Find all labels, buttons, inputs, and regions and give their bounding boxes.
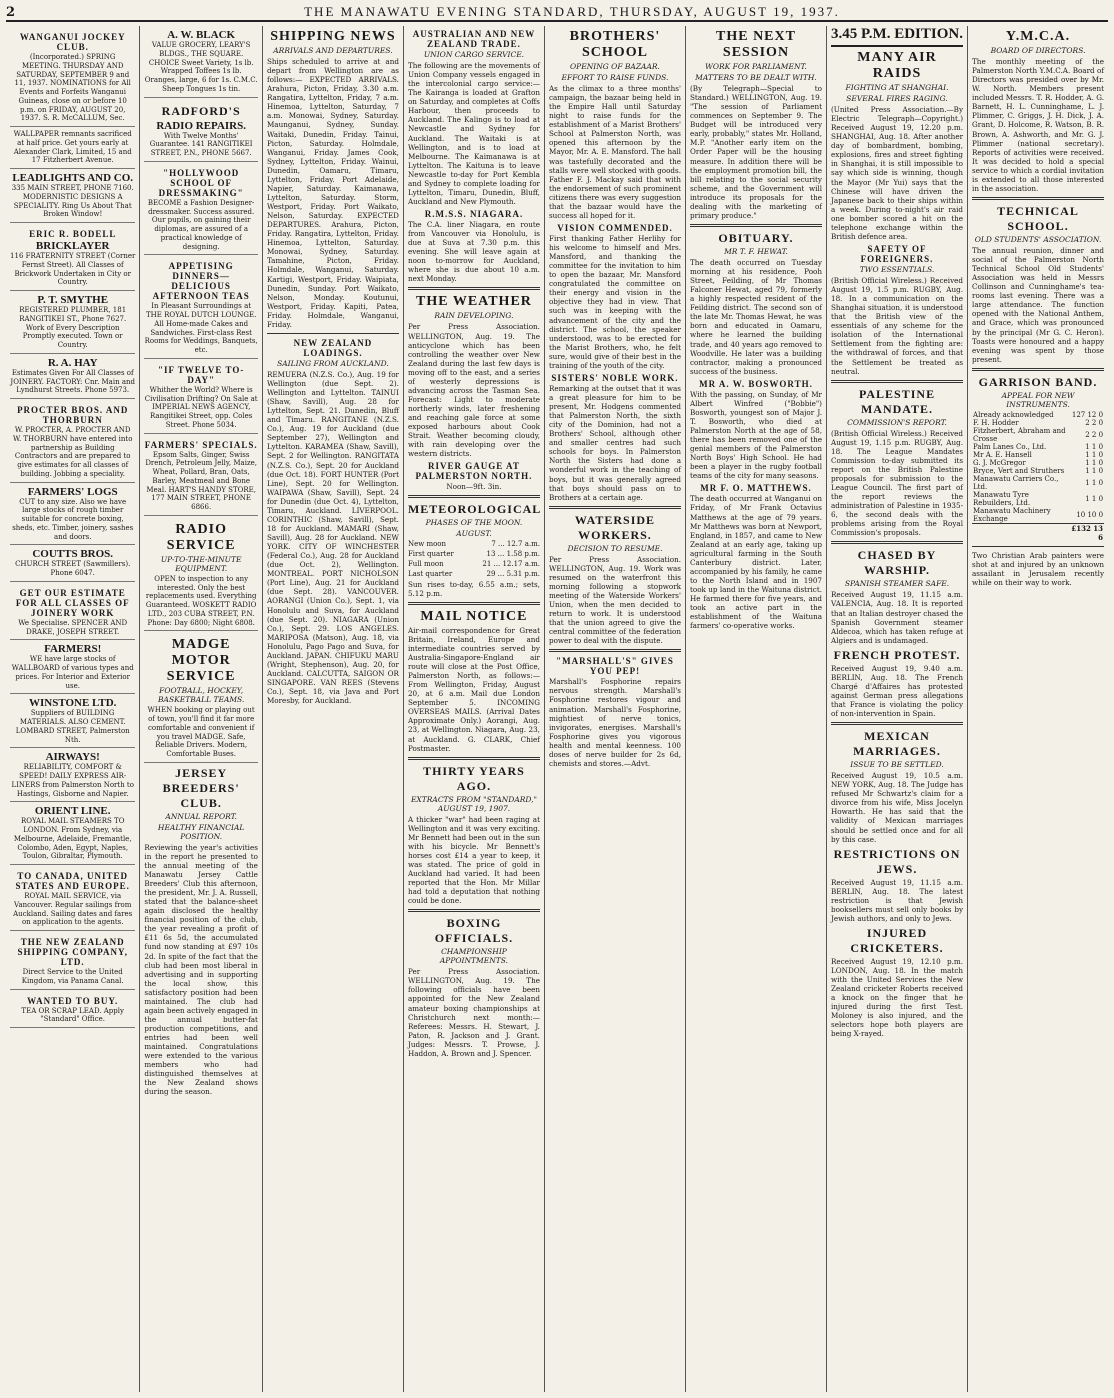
table-row: Mr A. E. Hansell 1 1 0	[973, 450, 1104, 459]
column-1	[6, 26, 140, 1392]
article-heading: TECHNICAL SCHOOL.	[997, 203, 1079, 233]
article-sub: PHASES OF THE MOON.	[425, 518, 523, 528]
ad-text: Epsom Salts, Ginger, Swiss Drench, Petroleum Jelly, Maize, Wheat, Pollard, Bran, Oats, Barley, Meatmeal and Bone Meal. HART'S HANDY STORE, 177 MAIN STREET, PHONE 6866.	[145, 450, 258, 511]
divider	[408, 495, 540, 498]
article-heading: RESTRICTIONS ON JEWS.	[833, 846, 961, 876]
divider	[831, 380, 963, 383]
article-body: The monthly meeting of the Palmerston North Y.M.C.A. Board of Directors was presided over by Mr. W. North. Members present included Messrs. T. R. Hodder, A. G. Barnett, H. L. Cunninghame, L. J. Plimmer, C. Griggs, J. H. Dick, J. A. Grant, D. Holcome, R. Watson, B. R. Brown, A. Ashworth, and Mr. G. J. Plimmer (national secretary). Reports of activities were received. It was decided to hold a special service to which a cordial invitation is extended to all those interested in the association.	[972, 57, 1105, 193]
ad-winstone	[10, 694, 135, 748]
column-4	[404, 26, 545, 1392]
article-french	[831, 648, 963, 718]
ad-heading: LEADLIGHTS AND CO.	[12, 172, 134, 184]
ad-canada	[10, 865, 135, 931]
article-sub: OPENING OF BAZAAR.	[570, 62, 660, 71]
article-brothers-school	[549, 29, 681, 220]
ad-text: (Incorporated.) SPRING MEETING. THURSDAY AND SATURDAY, SEPTEMBER 9 and 11, 1937. NOMINATIONS for All Events and Forfeits Wanganui Guineas, close on or before 10 p.m. on FRIDAY, AUGUST 20, 1937. S. R. McCALLUM, Sec.	[14, 53, 131, 123]
article-sub: EXTRACTS FROM "STANDARD," AUGUST 19, 1907.	[410, 794, 537, 813]
article-sub2: MATTERS TO BE DEALT WITH.	[695, 73, 817, 82]
article-niagara	[408, 209, 540, 283]
moon-phase-row: Full moon 21 ... 12.17 a.m.	[407, 560, 540, 569]
columns	[6, 26, 1108, 1392]
article-body: The following are the movements of Union Company vessels engaged in the intercolonial cargo service:— The Kairanga is loaded at Grafton on Saturday, and completes at Coffs Harbour, then proceeds to Auckland. The Kalingo is to load at Newcastle and Sydney for Auckland. The Waitaki is at Wellington, and is to load at Melbourne. The Kaimanawa is at Lyttelton. The Kaituna is to leave Newcastle to-day for Port Kembla and Sydney to complete loading for Lyttelton, Timaru, Dunedin, Bluff, Auckland and New Plymouth.	[407, 61, 540, 206]
ad-procter	[10, 399, 135, 483]
ad-text: CHURCH STREET (Sawmillers). Phone 6047.	[15, 560, 131, 577]
ad-sub: FOOTBALL, HOCKEY, BASKETBALL TEAMS.	[158, 686, 245, 705]
article-heading: MEXICAN MARRIAGES.	[853, 729, 941, 759]
divider	[972, 368, 1104, 371]
article-body: (British Official Wireless.) Received August 19, 1.15 p.m. RUGBY, Aug. 18. The League Mandates Commission to-day submitted its report on the British Palestine proposals for submission to the League Council. The first part of the report reviews the administration of Palestine in 1935-6, the second deals with the problems arising from the Royal Commission's proposals.	[831, 428, 964, 538]
article-sub: WORK FOR PARLIAMENT.	[705, 62, 807, 71]
ad-text: BECOME a Fashion Designer-dressmaker. Success assured. Our pupils, on gaining their diplomas, are assured of a practical knowledge of designing.	[147, 198, 255, 251]
ad-marshall	[549, 656, 681, 768]
column-2	[140, 26, 263, 1392]
ad-jockey-club	[10, 26, 135, 127]
article-sub2: HEALTHY FINANCIAL POSITION.	[157, 822, 245, 841]
ad-heading: R. A. HAY	[47, 356, 98, 369]
ad-sub: UP-TO-THE-MINUTE EQUIPMENT.	[160, 554, 242, 573]
article-body: The C.A. liner Niagara, en route from Vancouver via Honolulu, is due at Suva at 7.30 p.m. this evening. She will leave again at noon to-morrow for Auckland, where she is due about 10 a.m. next Monday.	[407, 220, 540, 284]
ad-heading: ERIC R. BODELL	[29, 229, 117, 239]
article-body: Per Press Association. WELLINGTON, Aug. 19. The following officials have been appointed for the New Zealand amateur boxing championships at Christchurch next month:— Referees: Messrs. H. Stewart, J. Paton, R. Jackson and J. Grant. Judges: Messrs. T. Prowse, J. Haddon, A. Brown and J. Spencer.	[407, 967, 540, 1058]
ad-text: WHEN booking or playing out of town, you'll find it far more comfortable and convenient if you travel MADGE. Safe, Reliable Drivers. Modern, Comfortable Buses.	[147, 706, 255, 758]
moon-phase-row: First quarter 13 ... 1.58 p.m.	[407, 550, 540, 559]
article-obituary-hewat	[690, 231, 822, 376]
article-sub: UNION CARGO SERVICE.	[423, 50, 525, 59]
article-heading: JERSEY BREEDERS' CLUB.	[162, 765, 240, 810]
article-body: Two Christian Arab painters were shot at and injured by an unknown assailant in Jerusalem recently while on their way to work.	[972, 550, 1105, 587]
article-mail-notice	[408, 609, 540, 753]
column-6	[686, 26, 827, 1392]
column-5	[545, 26, 686, 1392]
edition-banner: 3.45 P.M. EDITION.	[831, 26, 963, 47]
article-vision	[549, 223, 681, 370]
ad-farmers	[10, 640, 135, 694]
article-sub: COMMISSION'S REPORT.	[847, 417, 947, 427]
ad-bricklayer	[10, 223, 135, 291]
table-row: Fitzherbert, Abraham and Crosse 2 2 0	[973, 426, 1104, 443]
article-body: As the climax to a three months' campaign, the bazaar being held in the Empire Hall until Saturday night to raise funds for the establishment of a Marist Brothers' School at Palmerston North, was opened this afternoon by the Mayor, Mr. A. E. Mansford. The hall was tastefully decorated and the stalls were well stocked with goods. Father F. J. Mackay said that with the endorsement of such prominent citizens there was every suggestion that the bazaar would have the success all hoped for it.	[548, 84, 681, 220]
article-chased	[831, 548, 963, 644]
article-heading: "MARSHALL'S" GIVES YOU PEP!	[556, 656, 674, 677]
table-row: Manawatu Tyre Rebuilders, Ltd. 1 1 0	[973, 490, 1104, 507]
article-sub: ANNUAL REPORT.	[165, 811, 237, 821]
article-safety	[831, 244, 963, 376]
article-body: Received August 19, 11.15 a.m. VALENCIA, Aug. 18. It is reported that an Italian destroyer chased the Spanish Government steamer Aldecoa, which has taken refuge at Algiers and is undamaged.	[831, 590, 964, 645]
moon-month: AUGUST.	[456, 529, 492, 539]
article-body: Air-mail correspondence for Great Britain, Ireland, Europe and intermediate countries served by Australia-Singapore-England air route will close at the Post Office, Palmerston North, as follows:— From Wellington, Friday, August 20, at 6 a.m. Mail due London September 5. INCOMING OVERSEAS MAILS. (Arrival Dates Approximate Only.) Aorangi, Aug. 23, at Wellington. Niagara, Aug. 23, at Auckland. G. CLARK, Chief Postmaster.	[407, 625, 540, 753]
article-body: With the passing, on Sunday, of Mr Albert Winfred ("Bobbie") Bosworth, youngest son of Major J. T. Bosworth, who died at Palmerston North at the age of 58, there has been removed one of the genial members of the Palmerston North Boys' High School. He had been a player in the rugby football teams of the city for many seasons.	[689, 389, 822, 481]
article-thirty-years	[408, 764, 540, 906]
article-heading: AUSTRALIAN AND NEW ZEALAND TRADE.	[412, 29, 536, 49]
article-heading: CHASED BY WARSHIP.	[857, 548, 937, 578]
ad-text: W. PROCTER, A. PROCTER AND W. THORBURN have entered into partnership as Building Contractors and are prepared to give estimates for all classes of building. Jobbing a speciality.	[12, 426, 133, 478]
article-body: A thicker "war" had been raging at Wellington and it was very exciting. Mr Bennett had been out in the sun with his bicycle. Mr Bennett's horses cost £14 a year to keep, it was stated. The price of gold in Auckland had varied. It had been reported that the Hon. Mr Millar had told a deputation that nothing could be done.	[407, 814, 540, 906]
ad-heading: FARMERS' SPECIALS.	[144, 439, 258, 450]
ad-heading: WANTED TO BUY.	[27, 995, 119, 1006]
article-technical-school	[972, 204, 1104, 364]
article-sisters	[549, 373, 681, 502]
divider	[549, 506, 681, 509]
article-body: (British Official Wireless.) Received August 19, 1.5 p.m. RUGBY, Aug. 18. In a communication on the Shanghai situation, it is understood that the British view of the essentials of any scheme for the isolation of the International Settlement from the fighting are: the withdrawal of forces, and that the Settlement be treated as neutral.	[831, 275, 964, 376]
column-8	[968, 26, 1108, 1392]
divider	[267, 333, 399, 334]
ad-radford	[144, 98, 258, 162]
article-union	[408, 29, 540, 206]
ad-news-agency	[144, 359, 258, 434]
article-heading: VISION COMMENDED.	[557, 222, 673, 233]
article-heading: PALESTINE MANDATE.	[858, 386, 936, 416]
article-heading: OBITUARY.	[718, 230, 794, 245]
ad-heading: GET OUR ESTIMATE FOR ALL CLASSES OF JOINERY WORK	[15, 587, 130, 618]
ad-text: VALUE GROCERY, LEARY'S BLDGS., THE SQUARE. CHOICE Sweet Variety, 1s lb. Wrapped Toffees 1s lb. Oranges, large, 6 for 1s. C.M.C. Sheep Tongues 1s tin.	[144, 41, 258, 93]
article-heading: MANY AIR RAIDS	[857, 50, 937, 81]
article-body: The death occurred on Tuesday morning at his residence, Pooh Street, Feilding, of Mr Thomas Falconer Hewat, aged 79, formerly a highly respected resident of the Feilding district. The second son of the late Mr. Thomas Hewat, he was born and educated in Oamaru, where he learned the building trade, and 40 years ago removed to Woodville. He later was a building contractor, making a pronounced success of the business.	[689, 257, 822, 376]
ad-wanted	[10, 990, 135, 1029]
ad-text: Whither the World? Where is Civilisation Drifting? On Sale at IMPERIAL NEWS AGENCY, Rangitikei Street, opp. Coles Street. Phone 5034.	[144, 385, 258, 429]
ad-plumber	[10, 291, 135, 354]
ad-heading: RADFORD'S	[161, 103, 241, 118]
article-palestine	[831, 387, 963, 538]
article-sub: CHAMPIONSHIP APPOINTMENTS.	[439, 947, 509, 966]
article-body: First thanking Father Herlihy for his welcome to himself and Mrs. Mansford, and thanking the committee for the invitation to him to open the bazaar, Mr. Mansford congratulated the committee on their energy and vision in the objective they had in view. That such was in keeping with the advancement of the city and the district. The school, the speaker understood, was to be erected for the Marist Brothers, who, he felt sure, would give of their best in the training of the youth of the city.	[548, 233, 681, 370]
article-heading: MR A. W. BOSWORTH.	[699, 378, 813, 389]
divider	[831, 722, 963, 725]
article-jews	[831, 847, 963, 923]
article-river-gauge	[408, 461, 540, 491]
article-heading: FRENCH PROTEST.	[833, 647, 961, 662]
article-body: Reviewing the year's activities in the report he presented to the annual meeting of the Manawatu Jersey Cattle Breeders' Club this afternoon, the president, Mr. J. A. Russell, stated that the balance-sheet again disclosed the healthy financial position of the club, the year revealing a profit of £11 6s 5d, the accumulated fund now standing at £97 10s 2d. In spite of the fact that the club had been most liberal in advertising and in supporting the local show, this satisfactory position had been maintained. The club had again been actively engaged in the annual butter-fat production competitions, and entries had been well maintained. Congratulations were extended to the various members who had distinguished themselves at the New Zealand shows during the season.	[144, 842, 258, 1097]
article-body: Per Press Association. WELLINGTON, Aug. 19. Work was resumed on the waterfront this morning following a stopwork meeting of the Waterside Workers' Union, when the men decided to return to work. It is understood that the union agreed to give the central committee of the federation power to deal with the dispute.	[548, 554, 681, 646]
article-heading: THIRTY YEARS AGO.	[423, 763, 525, 793]
ad-heading: FARMERS!	[44, 643, 102, 656]
ad-nz-shipping	[10, 931, 135, 990]
ad-text: TEA OR SCRAP LEAD. Apply "Standard" Office.	[21, 1006, 124, 1024]
article-body: Noon—9ft. 3in.	[446, 482, 502, 492]
article-boxing	[408, 916, 540, 1058]
article-heading: MR F. O. MATTHEWS.	[700, 483, 812, 494]
ad-heading: ORIENT LINE.	[34, 805, 111, 818]
divider	[972, 197, 1104, 200]
article-cricketers	[831, 926, 963, 1039]
table-total-row: £132 13 6	[972, 523, 1104, 542]
article-sub2: EFFORT TO RAISE FUNDS.	[561, 73, 669, 82]
ad-text: In Pleasant Surroundings at THE ROYAL DUTCH LOUNGE. All Home-made Cakes and Sandwiches. First-class Rest Rooms for Weddings, Banquets, etc.	[144, 302, 258, 354]
article-sub: DECISION TO RESUME.	[567, 543, 663, 553]
article-sub: RAIN DEVELOPING.	[434, 311, 514, 321]
divider	[408, 909, 540, 912]
article-body: Ships scheduled to arrive at and depart from Wellington are as follows:— EXPECTED ARRIVALS. Arahura, Picton, Friday, 3.30 a.m. Rangatira, Lyttelton, Friday, 7 a.m. Hinemoa, Lyttelton, Saturday, 7 a.m. Monowai, Sydney, Saturday. Maunganui, Sydney, Sunday. Waitaki, Dunedin, Friday. Tainui, Picton, Saturday. Holmdale, Wanganui, Friday. James Cook, Sydney, Lyttelton, Friday. Wainui, Dunedin, Oamaru, Timaru, Lyttelton, Friday. Port Adelaide, Napier, Saturday. Kaimanawa, Lyttelton, Saturday. Storm, Westport, Friday. Port Waikato, Nelson, Saturday. EXPECTED DEPARTURES. Arahura, Picton, Friday. Rangatira, Lyttelton, Friday. Hinemoa, Lyttelton, Saturday. Monowai, Sydney, Saturday. Tamahine, Picton, Friday. Holmdale, Wanganui, Saturday. Kartigi, Westport, Friday. Waipiata, Dunedin, Sunday. Port Waikato, Nelson, Monday. Koutunui, Westport, Friday. Kapiti, Patea, Friday. Holmdale, Wanganui, Friday.	[266, 57, 399, 329]
ad-text: ROYAL MAIL STEAMERS TO LONDON. From Sydney, via Melbourne, Adelaide, Fremantle, Colombo, Aden, Egypt, Naples, Toulon, Gibraltar, Plymouth.	[13, 817, 132, 861]
article-jersey	[144, 766, 258, 1097]
article-sub2: SEVERAL FIRES RAGING.	[846, 94, 948, 103]
ad-text: With Twelve Months' Guarantee. 141 RANGITIKEI STREET, P.N., PHONE 5667.	[149, 131, 253, 157]
masthead	[6, 4, 1108, 22]
article-body: Received August 19, 11.15 a.m. BERLIN, Aug. 18. The latest restriction is that Jewish booksellers must sell only books by Jewish authors, and only to Jews.	[831, 877, 964, 923]
ad-dressmaking	[144, 162, 258, 256]
article-sub: SPANISH STEAMER SAFE.	[844, 579, 950, 589]
ad-heading: P. T. SMYTHE	[37, 294, 109, 306]
ad-farmers-logs	[10, 483, 135, 546]
article-heading: GARRISON BAND.	[978, 374, 1098, 389]
page-number: 2	[6, 5, 16, 20]
ad-heading: APPETISING DINNERS—DELICIOUS AFTERNOON TEAS	[152, 261, 250, 302]
ad-joinery-hay	[10, 354, 135, 399]
ad-airways	[10, 748, 135, 802]
divider	[690, 224, 822, 227]
article-heading: NEW ZEALAND LOADINGS.	[293, 337, 373, 358]
ad-wallpaper	[10, 127, 135, 169]
article-shipping	[267, 29, 399, 329]
ad-text: Suppliers of BUILDING MATERIALS. ALSO CEMENT. LOMBARD STREET, Palmerston Nth.	[15, 709, 130, 744]
article-sub: BOARD OF DIRECTORS.	[990, 46, 1086, 55]
article-sub: MR T. F. HEWAT.	[724, 246, 788, 256]
table-row: Already acknowledged 127 12 0	[973, 410, 1104, 419]
table-row: Manawatu Carriers Co., Ltd. 1 1 0	[973, 474, 1104, 491]
ad-text: 335 MAIN STREET, PHONE 7160. MODERNISTIC DESIGNS A SPECIALITY. Ring Us About That Broken Window!	[11, 184, 134, 219]
ad-text: ROYAL MAIL SERVICE, via Vancouver. Regular sailings from Auckland. Sailing dates and fares on application to the agents.	[13, 892, 133, 927]
article-body: (By Telegraph—Special to Standard.) WELLINGTON, Aug. 19. "The session of Parliament commences on September 9. The Budget will be introduced very early, probably," states Mr. Holland, M.P. "Another early item on the Order Paper will be the housing measure. In addition there will be the employment promotion bill, the bill relating to the social security scheme, and the Government will introduce its proposals for the dealing with the marketing of primary produce."	[689, 84, 822, 220]
article-heading: WATERSIDE WORKERS.	[574, 512, 656, 542]
column-3	[263, 26, 404, 1392]
article-sub: ARRIVALS AND DEPARTURES.	[273, 46, 393, 55]
article-body: The death occurred at Wanganui on Friday, of Mr Frank Octavius Matthews at the age of 79 years. Mr Matthews was born at Newport, England, in 1857, and came to New Zealand at an early age, taking up agricultural farming in the South Canterbury district. Later, accompanied by his family, he came to the North Island and in 1907 took up land in the Waituna district. He farmed there for five years, and took an active part in the establishment of the Waituna farmers' co-operative works.	[689, 494, 822, 631]
article-next-session	[690, 29, 822, 220]
ad-coutts	[10, 545, 135, 582]
moon-phases	[408, 540, 540, 579]
article-air-raids	[831, 50, 963, 241]
ad-text: WALLPAPER remnants sacrificed at half price. Get yours early at Alexander Clark, Limited, 15 and 17 Fitzherbert Avenue.	[13, 130, 132, 165]
divider	[972, 546, 1104, 547]
ad-madge-motor	[144, 631, 258, 763]
article-sub: SAILING FROM AUCKLAND.	[277, 358, 389, 368]
table-row: G. J. McGregor 1 1 0	[973, 458, 1104, 467]
ad-heading: "HOLLYWOOD SCHOOL OF DRESSMAKING"	[158, 167, 244, 198]
article-heading: R.M.S.S. NIAGARA.	[424, 209, 524, 219]
article-body: (United Press Association.—By Electric Telegraph—Copyright.) Received August 19, 12.20 p.m. SHANGHAI, Aug. 18. After another day of bombardment, bombing, explosions, fires and street fighting in Shanghai, it is still impossible to say which side is winning, though the Mayor (Mr Yui) says that the Chinese will have driven the Japanese back to their ships within a week. During to-night's air raid one bomber scored a hit on the telephone exchange within the British defence area.	[831, 105, 964, 241]
ad-big: BRICKLAYER	[35, 240, 110, 252]
article-heading: THE NEXT SESSION	[716, 29, 796, 60]
ad-heading: THE NEW ZEALAND SHIPPING COMPANY, LTD.	[17, 937, 128, 967]
ad-text: REGISTERED PLUMBER, 181 RANGITIKEI ST., Phone 7627. Work of Every Description Promptly executed. Town or Country.	[19, 306, 127, 349]
article-heading: INJURED CRICKETERS.	[850, 925, 944, 955]
article-body: Marshall's Fosphorine repairs nervous strength. Marshall's Fosphorine restores vigour and animation. Marshall's Fosphorine, mightiest of nerve tonics, invigorates, energises. Marshall's Fosphorine gives you vigorous health and mental keenness. 100 doses of nerve builder for 2s 6d, chemists and stores.—Advt.	[548, 677, 681, 768]
ad-heading: A. W. BLACK	[167, 29, 236, 41]
article-waterside	[549, 513, 681, 646]
article-heading: SHIPPING NEWS	[270, 29, 396, 44]
table-row: F. H. Hodder 2 2 0	[973, 418, 1104, 427]
ad-text: RELIABILITY, COMFORT & SPEED! DAILY EXPRESS AIR-LINERS from Palmerston North to Hastings, Gisborne and Napier.	[11, 763, 134, 798]
article-sub: APPEAL FOR NEW INSTRUMENTS.	[1001, 390, 1075, 409]
ad-farmers-specials	[144, 434, 258, 516]
divider	[408, 602, 540, 605]
divider	[408, 287, 540, 290]
article-ymca	[972, 29, 1104, 193]
ad-text: CUT to any size. Also we have large stocks of rough timber suitable for concrete boxing, sheds, etc. Timber, joinery, sashes and doors.	[12, 497, 134, 541]
article-body: The annual reunion, dinner and social of the Palmerston North Technical School Old Students' Association was held in Messrs Collinson and Cunninghame's tea-rooms last evening. There was a large attendance. The function opened with the National Anthem, and Grace, which was pronounced by the principal (Mr G. C. Heron). Toasts were honoured and a happy evening was spent by those present.	[972, 245, 1105, 364]
article-heading: METEOROLOGICAL	[407, 502, 542, 517]
ad-heading: COUTTS BROS.	[32, 548, 114, 561]
divider	[408, 757, 540, 760]
ad-text: WE have large stocks of WALLBOARD of various types and prices. For Interior and Exterior use.	[11, 655, 134, 690]
ad-grocery	[144, 26, 258, 98]
article-sub: OLD STUDENTS' ASSOCIATION.	[974, 234, 1102, 244]
article-weather	[408, 294, 540, 458]
article-mexican	[831, 729, 963, 844]
ad-big: RADIO REPAIRS.	[156, 119, 246, 132]
ad-heading: AIRWAYS!	[45, 751, 100, 764]
article-heading: THE WEATHER	[416, 294, 532, 310]
table-row: Bryce, Vert and Struthers 1 1 0	[973, 466, 1104, 475]
table-row: Manawatu Machinery Exchange 10 10 0	[973, 506, 1104, 523]
article-heading: SISTERS' NOBLE WORK.	[551, 372, 679, 383]
article-sub: FIGHTING AT SHANGHAI.	[845, 83, 949, 92]
ad-heading: MADGE MOTOR SERVICE	[166, 637, 236, 685]
article-heading: BROTHERS' SCHOOL	[569, 29, 661, 60]
article-loadings	[267, 338, 399, 705]
ad-heading: FARMERS' LOGS	[27, 485, 118, 498]
ad-text: Estimates Given For All Classes of JOINERY. FACTORY: Cnr. Main and Lyndhurst Streets. Phone 5973.	[10, 368, 135, 395]
ad-text: Direct Service to the United Kingdom, via Panama Canal.	[21, 968, 124, 985]
article-sub: ISSUE TO BE SETTLED.	[850, 760, 944, 770]
ad-text: 116 FRATERNITY STREET (Corner Fernst Street). All Classes of Brickwork Undertaken in City or Country.	[10, 252, 136, 287]
ad-joinery-estimate	[10, 582, 135, 641]
article-garrison-band	[972, 375, 1104, 587]
table-row: Palm Lanes Co., Ltd. 1 1 0	[973, 442, 1104, 451]
subscription-table	[972, 411, 1104, 542]
article-heading: SAFETY OF FOREIGNERS.	[860, 243, 934, 264]
ad-orient-line	[10, 802, 135, 865]
article-body: Received August 19, 10.5 a.m. NEW YORK, Aug. 18. The Judge has refused Mr Schwartz's claim for a divorce from his wife, Miss Jocelyn Howarth. He has said that the validity of Mexican marriages should be settled once and for all by this case.	[831, 771, 964, 844]
ad-heading: "IF TWELVE TO-DAY"	[157, 364, 245, 385]
ad-heading: TO CANADA, UNITED STATES AND EUROPE.	[15, 871, 130, 891]
article-heading: RIVER GAUGE AT PALMERSTON NORTH.	[415, 461, 533, 482]
article-body: Received August 19, 9.40 a.m. BERLIN, Aug. 18. The French Chargé d'Affaires has protested against German press allegations that France is violating the policy of non-intervention in Spain.	[831, 663, 964, 719]
sun-times: Sun rises to-day, 6.55 a.m.; sets, 5.12 p.m.	[407, 579, 540, 598]
article-obituary-bosworth	[690, 379, 822, 481]
article-heading: BOXING OFFICIALS.	[434, 916, 514, 946]
article-obituary-matthews	[690, 483, 822, 630]
article-body: REMUERA (N.Z.S. Co.), Aug. 19 for Wellington (due Sept. 2). Wellington and Lyttelton. TAINUI (Shaw, Savill), Aug. 28 for Lyttelton, Sept. 21. Dunedin, Bluff and Timaru. RANGITANE (N.Z.S. Co.), Aug. 19 for Auckland (due September 27), Wellington and Lyttelton. KARAMEA (Shaw, Savill), Sept. 2 for Wellington. RANGITATA (N.Z.S. Co.), Sept. 20 for Auckland (due Oct. 18). FORT HUNTER (Port Line), Sept. 20 for Wellington. WAIPAWA (Shaw, Savill), Sept. 24 for Dunedin (due Oct. 4), Lyttelton, Timaru, Auckland. LIVERPOOL. CORINTHIC (Shaw, Savill), Sept. 18 for Auckland. MAMARI (Shaw, Savill), Aug. 28 for Auckland. NEW YORK. CITY OF WINCHESTER (Federal Co.), Aug. 28 for Auckland (due Oct. 2), Wellington. MONTREAL. PORT NICHOLSON (Port Line), Aug. 21 for Auckland (due Sept. 28). VANCOUVER. AORANGI (Union Co.), Sept. 1, via Honolulu and Suva, for Auckland (due Sept. 20). NIAGARA (Union Co.), Sept. 29. LOS ANGELES. MARIPOSA (Matson), Aug. 18, via Honolulu, Pago Pago and Suva, for Auckland. JAPAN. CHIFUKU MARU (Wright, Stephenson), Aug. 20, for Auckland. CALCUTTA, SAIGON OR SINGAPORE. VAN REES (Stevens Co.), Sept. 18, via Java and Port Moresby, for Auckland.	[266, 369, 399, 706]
article-body: Received August 19, 12.10 p.m. LONDON, Aug. 18. In the match with the United Services the New Zealand cricketer Roberts received a knock on the finger that he injured during the first Test. Moloney is also injured, and the selectors hope both players are being X-rayed.	[831, 956, 964, 1039]
masthead-title: THE MANAWATU EVENING STANDARD, THURSDAY, AUGUST 19, 1937.	[304, 4, 840, 19]
column-7	[827, 26, 968, 1392]
article-body: Remarking at the outset that it was a great pleasure for him to be present, Mr. Hodgens commented that Palmerston North, the sixth city of the Dominion, had not a Brothers' School, although other and smaller centres had such schools for boys. In Palmerston North the Sisters had done a wonderful work in the teaching of boys, but it was generally agreed that boys should pass on to Brothers at a certain age.	[548, 383, 681, 502]
article-meteorological	[408, 502, 540, 597]
article-body: Per Press Association. WELLINGTON, Aug. 19. The anticyclone which has been controlling the weather over New Zealand during the last few days is moving off to the east, and a series of westerly depressions is advancing across the Tasman Sea. Forecast: Light to moderate northerly winds, later freshening and reaching gale force at some exposed harbours about Cook Strait. Weather becoming cloudy, with rain developing over the western districts.	[407, 322, 540, 459]
moon-phase-row: New moon 7 ... 12.7 a.m.	[407, 540, 540, 549]
ad-leadlights	[10, 169, 135, 223]
ad-heading: WINSTONE LTD.	[28, 697, 117, 710]
article-heading: Y.M.C.A.	[1005, 29, 1071, 44]
ad-radio-service	[144, 516, 258, 632]
ad-text: We Specialise. SPENCER AND DRAKE, JOSEPH STREET.	[18, 618, 128, 636]
article-sub: TWO ESSENTIALS.	[859, 264, 935, 274]
divider	[831, 541, 963, 544]
ad-heading: PROCTER BROS. AND THORBURN	[17, 405, 129, 425]
article-heading: MAIL NOTICE	[420, 608, 528, 624]
ad-heading: RADIO SERVICE	[166, 521, 236, 553]
divider	[549, 649, 681, 652]
ad-heading: WANGANUI JOCKEY CLUB.	[19, 32, 126, 52]
ad-text: OPEN to inspection to any interested. Only the best replacements used. Everything Guaranteed. WOSKETT RADIO LTD., 203 CUBA STREET, P.N. Phone: Day 6800; Night 6808.	[145, 574, 257, 627]
moon-phase-row: Last quarter 29 ... 5.31 p.m.	[407, 569, 540, 578]
ad-lounge	[144, 255, 258, 359]
